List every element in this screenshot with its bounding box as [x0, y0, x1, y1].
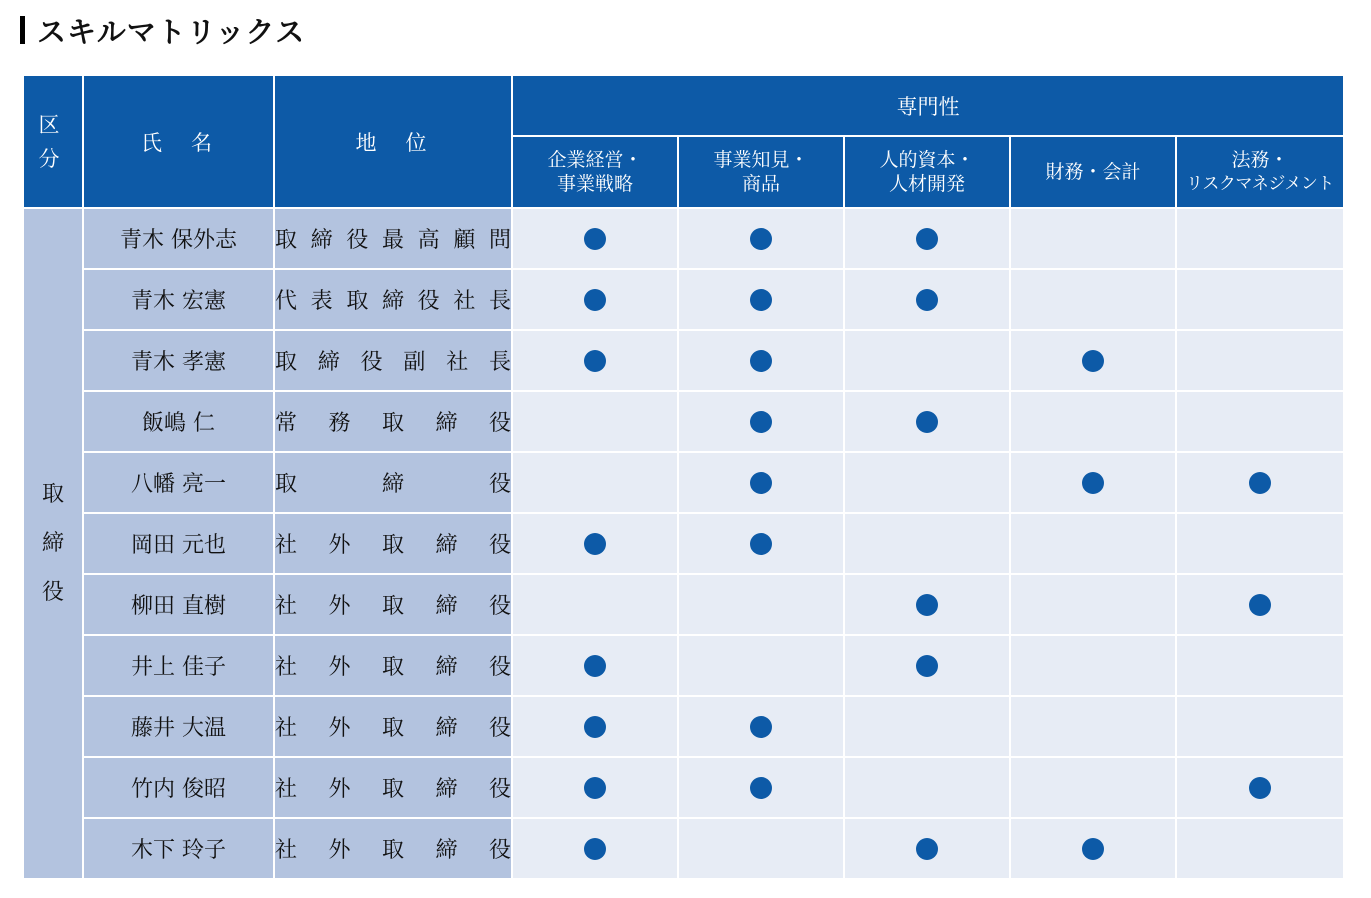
header-expertise: 専門性	[512, 75, 1344, 136]
table-row	[23, 818, 1344, 879]
member-name: 青木 孝憲	[83, 330, 274, 391]
skill-cell	[1176, 757, 1344, 818]
skill-dot-icon	[916, 289, 938, 311]
skill-cell	[844, 330, 1010, 391]
skill-cell	[1010, 330, 1176, 391]
header-skill-line: 事業戦略	[556, 173, 633, 195]
header-skill-line: 商品	[741, 173, 780, 195]
skill-cell	[678, 330, 844, 391]
skill-cell	[678, 208, 844, 269]
header-skill-3	[844, 136, 1010, 208]
header-skill-1	[512, 136, 678, 208]
member-position: 社外取締役	[274, 635, 512, 696]
header-skill-4	[1010, 136, 1176, 208]
skill-cell	[1010, 208, 1176, 269]
skill-cell	[678, 452, 844, 513]
skill-dot-icon	[916, 594, 938, 616]
skill-cell	[512, 208, 678, 269]
skill-dot-icon	[1249, 594, 1271, 616]
category-cell	[23, 208, 83, 879]
skill-cell	[1176, 818, 1344, 879]
skill-cell	[678, 513, 844, 574]
skill-dot-icon	[1249, 472, 1271, 494]
skill-dot-icon	[584, 838, 606, 860]
skill-cell	[844, 208, 1010, 269]
table-row	[23, 452, 1344, 513]
member-position: 常務取締役	[274, 391, 512, 452]
member-position: 取締役最高顧問	[274, 208, 512, 269]
skill-cell	[844, 269, 1010, 330]
member-position: 代表取締役社長	[274, 269, 512, 330]
skill-cell	[1176, 391, 1344, 452]
skill-dot-icon	[1249, 777, 1271, 799]
table-row	[23, 269, 1344, 330]
member-name: 藤井 大温	[83, 696, 274, 757]
page-title	[20, 10, 305, 50]
member-name: 柳田 直樹	[83, 574, 274, 635]
header-skill-line: 法務・	[1231, 149, 1289, 171]
skill-cell	[1176, 513, 1344, 574]
header-name: 氏 名	[83, 75, 274, 208]
skill-cell	[1176, 574, 1344, 635]
category-char: 締	[41, 531, 64, 556]
skill-dot-icon	[750, 716, 772, 738]
skill-cell	[844, 696, 1010, 757]
member-position: 社外取締役	[274, 757, 512, 818]
skill-cell	[1176, 269, 1344, 330]
table-row	[23, 391, 1344, 452]
skill-dot-icon	[750, 228, 772, 250]
skill-dot-icon	[1082, 838, 1104, 860]
skill-dot-icon	[584, 777, 606, 799]
skill-cell	[1176, 330, 1344, 391]
table-row	[23, 757, 1344, 818]
skill-cell	[1176, 635, 1344, 696]
header-skill-line: 事業知見・	[713, 149, 809, 171]
header-position: 地 位	[274, 75, 512, 208]
skill-dot-icon	[750, 411, 772, 433]
skill-cell	[1010, 269, 1176, 330]
skill-dot-icon	[584, 228, 606, 250]
table-row	[23, 635, 1344, 696]
skill-cell	[1010, 696, 1176, 757]
skill-cell	[844, 452, 1010, 513]
skill-cell	[512, 452, 678, 513]
member-name: 竹内 俊昭	[83, 757, 274, 818]
skill-cell	[844, 818, 1010, 879]
header-skill-line: 人的資本・	[879, 149, 975, 171]
skill-cell	[1010, 513, 1176, 574]
skill-dot-icon	[584, 289, 606, 311]
header-skill-line: リスクマネジメント	[1186, 174, 1334, 194]
member-position: 取締役	[274, 452, 512, 513]
skill-cell	[512, 696, 678, 757]
skill-matrix-table	[22, 74, 1345, 880]
table-row	[23, 574, 1344, 635]
skill-cell	[678, 757, 844, 818]
skill-cell	[512, 330, 678, 391]
skill-dot-icon	[1082, 472, 1104, 494]
skill-cell	[844, 513, 1010, 574]
skill-cell	[1010, 391, 1176, 452]
skill-cell	[844, 391, 1010, 452]
member-name: 青木 保外志	[83, 208, 274, 269]
skill-dot-icon	[750, 777, 772, 799]
skill-cell	[678, 269, 844, 330]
member-position: 社外取締役	[274, 696, 512, 757]
member-name: 飯嶋 仁	[83, 391, 274, 452]
skill-cell	[844, 757, 1010, 818]
header-skill-2	[678, 136, 844, 208]
skill-cell	[1176, 696, 1344, 757]
skill-dot-icon	[584, 655, 606, 677]
member-name: 井上 佳子	[83, 635, 274, 696]
skill-cell	[844, 635, 1010, 696]
skill-dot-icon	[750, 350, 772, 372]
skill-cell	[512, 635, 678, 696]
header-category	[23, 75, 83, 208]
skill-dot-icon	[916, 411, 938, 433]
skill-cell	[512, 391, 678, 452]
skill-cell	[512, 818, 678, 879]
skill-cell	[1010, 635, 1176, 696]
category-char: 役	[41, 580, 64, 605]
member-name: 八幡 亮一	[83, 452, 274, 513]
skill-dot-icon	[584, 350, 606, 372]
skill-cell	[678, 635, 844, 696]
skill-dot-icon	[584, 716, 606, 738]
skill-cell	[1010, 818, 1176, 879]
skill-dot-icon	[750, 533, 772, 555]
skill-dot-icon	[750, 289, 772, 311]
header-skill-line: 人材開発	[888, 173, 965, 195]
category-char: 取	[41, 482, 64, 507]
table-row	[23, 330, 1344, 391]
page-title-text: スキルマトリックス	[37, 14, 306, 49]
member-position: 社外取締役	[274, 818, 512, 879]
header-category-char: 区	[38, 112, 68, 137]
skill-cell	[512, 513, 678, 574]
skill-dot-icon	[584, 533, 606, 555]
skill-dot-icon	[916, 838, 938, 860]
table-row	[23, 696, 1344, 757]
skill-cell	[512, 269, 678, 330]
title-bar-accent	[20, 16, 25, 44]
skill-cell	[1176, 452, 1344, 513]
member-name: 木下 玲子	[83, 818, 274, 879]
skill-dot-icon	[750, 472, 772, 494]
member-position: 取締役副社長	[274, 330, 512, 391]
member-position: 社外取締役	[274, 513, 512, 574]
member-name: 岡田 元也	[83, 513, 274, 574]
skill-cell	[1010, 757, 1176, 818]
member-position: 社外取締役	[274, 574, 512, 635]
header-category-char: 分	[38, 146, 68, 171]
table-row	[23, 208, 1344, 269]
header-skill-line: 企業経営・	[547, 149, 643, 171]
skill-cell	[1010, 574, 1176, 635]
header-skill-5	[1176, 136, 1344, 208]
header-skill-line: 財務・会計	[1045, 161, 1141, 183]
member-name: 青木 宏憲	[83, 269, 274, 330]
skill-dot-icon	[1082, 350, 1104, 372]
skill-cell	[512, 574, 678, 635]
skill-cell	[678, 818, 844, 879]
skill-cell	[678, 574, 844, 635]
skill-cell	[678, 391, 844, 452]
skill-cell	[678, 696, 844, 757]
skill-dot-icon	[916, 228, 938, 250]
table-row	[23, 513, 1344, 574]
skill-cell	[512, 757, 678, 818]
skill-cell	[844, 574, 1010, 635]
skill-dot-icon	[916, 655, 938, 677]
skill-cell	[1010, 452, 1176, 513]
skill-cell	[1176, 208, 1344, 269]
